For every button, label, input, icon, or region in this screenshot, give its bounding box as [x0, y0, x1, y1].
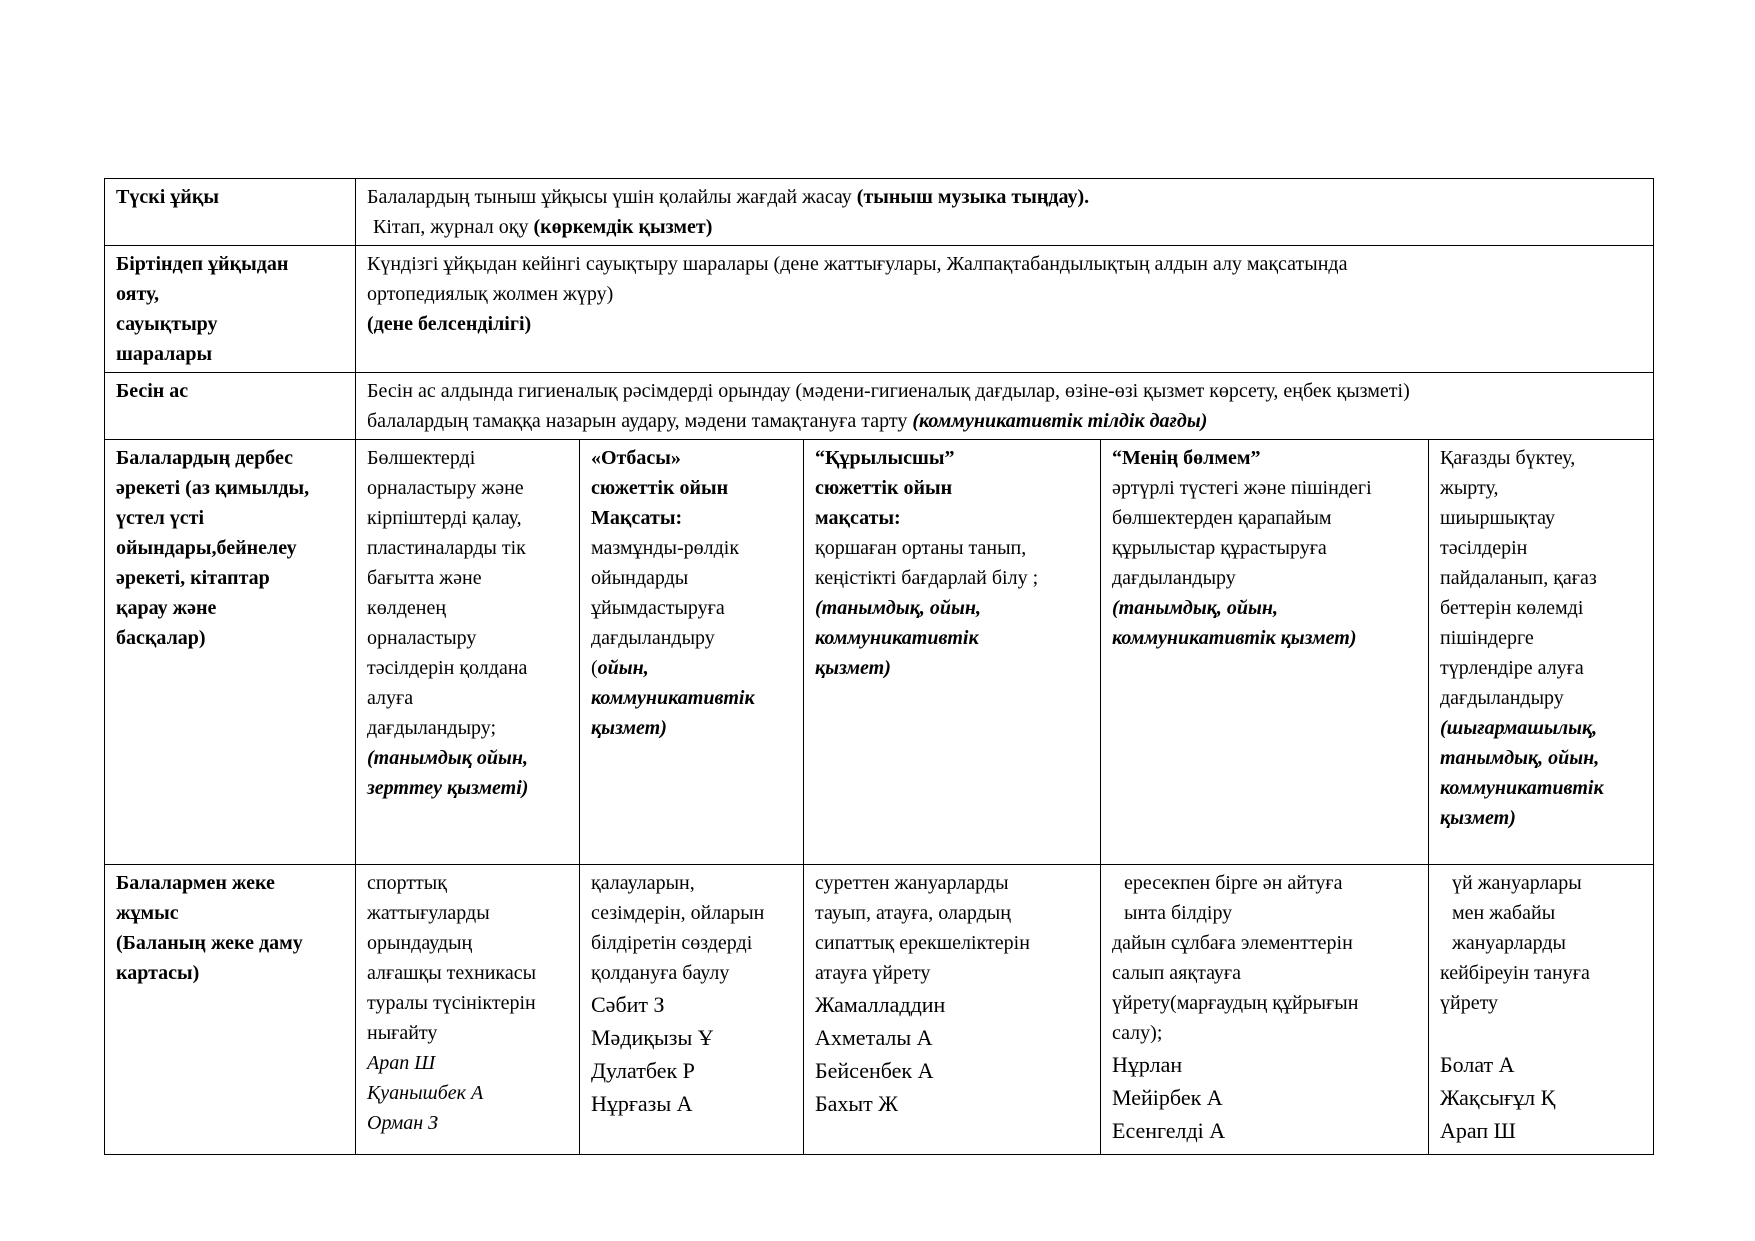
individual-cell-2: қалауларын, сезімдерін, ойларын білдіретін сөздерді қолдануға баулу Сәбит З Мәдиқызы Ұ Дулатбек Р Нұрғазы А [580, 865, 804, 1155]
child-name: Бахыт Ж [815, 1091, 899, 1116]
table-row-nap [105, 179, 1654, 246]
table-row-wakeup [105, 246, 1654, 373]
child-name: Жамалладдин [815, 992, 946, 1017]
independent-cell-1: Бөлшектерді орналастыру және кірпіштерді қалау, пластиналарды тік бағытта және көлденең орналастыру тәсілдерін қолдана алуға дағдыландыру; (танымдық ойын, зерттеу қызметі) [356, 440, 580, 865]
table-row-snack [105, 373, 1654, 440]
row-label-individual: Балалармен жеке жұмыс (Баланың жеке даму картасы) [105, 865, 356, 1155]
independent-cell-2: «Отбасы» сюжеттік ойын Мақсаты: мазмұнды-рөлдік ойындарды ұйымдастыруға дағдыландыру (ойын, коммуникативтік қызмет) [580, 440, 804, 865]
child-name: Арап Ш [1440, 1118, 1516, 1143]
child-name: Жақсығұл Қ [1440, 1085, 1556, 1110]
independent-cell-5: Қағазды бүктеу, жырту, шиыршықтау тәсілдерін пайдаланып, қағаз беттерін көлемді пішіндерге түрлендіре алуға дағдыландыру (шығармашылық, танымдық, ойын, коммуникативтік қызмет) [1429, 440, 1654, 865]
child-name: Мәдиқызы Ұ [591, 1025, 714, 1050]
row-label-nap: Түскі ұйқы [105, 179, 356, 246]
blank-line [1440, 1018, 1643, 1048]
child-name: Ахметалы А [815, 1025, 933, 1050]
child-name: Қуанышбек А [367, 1082, 484, 1104]
child-name: Мейірбек А [1112, 1085, 1223, 1110]
row-content-nap [356, 179, 1654, 246]
row-content-wakeup: Күндізгі ұйқыдан кейінгі сауықтыру шаралары (дене жаттығулары, Жалпақтабандылықтың алдын алу мақсатында ортопедиялық жолмен жүру) (дене белсенділігі) [356, 246, 1654, 373]
child-name: Болат А [1440, 1052, 1515, 1077]
child-name: Есенгелді А [1112, 1118, 1226, 1143]
child-name: Нұрғазы А [591, 1091, 693, 1116]
individual-cell-5: үй жануарлары мен жабайы жануарларды кейбіреуін тануға үйрету Болат А Жақсығұл Қ Арап Ш [1429, 865, 1654, 1155]
child-name: Нұрлан [1112, 1052, 1183, 1077]
nap-line-2: Кітап, журнал оқу (көркемдік қызмет) [373, 216, 713, 238]
row-label-snack: Бесін ас [105, 373, 356, 440]
individual-cell-1: спорттық жаттығуларды орындаудың алғашқы техникасы туралы түсініктерін нығайту Арап Ш Қуанышбек А Орман З [356, 865, 580, 1155]
table-row-independent-activity [105, 440, 1654, 865]
child-name: Арап Ш [367, 1052, 436, 1074]
table-row-individual-work [105, 865, 1654, 1155]
row-content-snack: Бесін ас алдында гигиеналық рәсімдерді орындау (мәдени-гигиеналық дағдылар, өзіне-өзі қызмет көрсету, еңбек қызметі) балалардың тамаққа назарын аудару, мәдени тамақтануға тарту (коммуникативтік тілдік дағды) [356, 373, 1654, 440]
row-label-wakeup: Біртіндеп ұйқыдан ояту, сауықтыру шаралары [105, 246, 356, 373]
child-name: Дулатбек Р [591, 1058, 695, 1083]
child-name: Сәбит З [591, 992, 665, 1017]
independent-cell-4: “Менің бөлмем” әртүрлі түстегі және пішіндегі бөлшектерден қарапайым құрылыстар құрастыруға дағдыландыру (танымдық, ойын, коммуникативтік қызмет) [1101, 440, 1429, 865]
child-name: Бейсенбек А [815, 1058, 934, 1083]
row-label-independent: Балалардың дербес әрекеті (аз қимылды, үстел үсті ойындары,бейнелеу әрекеті, кітаптар қарау және басқалар) [105, 440, 356, 865]
nap-line-1: Балалардың тыныш ұйқысы үшін қолайлы жағдай жасау (тыныш музыка тыңдау). [367, 186, 1090, 208]
independent-cell-3: “Құрылысшы” сюжеттік ойын мақсаты: қоршаған ортаны танып, кеңістікті бағдарлай білу ; (танымдық, ойын, коммуникативтік қызмет) [804, 440, 1101, 865]
child-name: Орман З [367, 1112, 439, 1134]
daily-plan-table [104, 178, 1654, 1155]
individual-cell-3: суреттен жануарларды тауып, атауға, олардың сипаттық ерекшеліктерін атауға үйрету Жамалладдин Ахметалы А Бейсенбек А Бахыт Ж [804, 865, 1101, 1155]
individual-cell-4: ересекпен бірге ән айтуға ынта білдіру дайын сұлбаға элементтерін салып аяқтауға үйрету(марғаудың құйрығын салу); Нұрлан Мейірбек А Есенгелді А [1101, 865, 1429, 1155]
